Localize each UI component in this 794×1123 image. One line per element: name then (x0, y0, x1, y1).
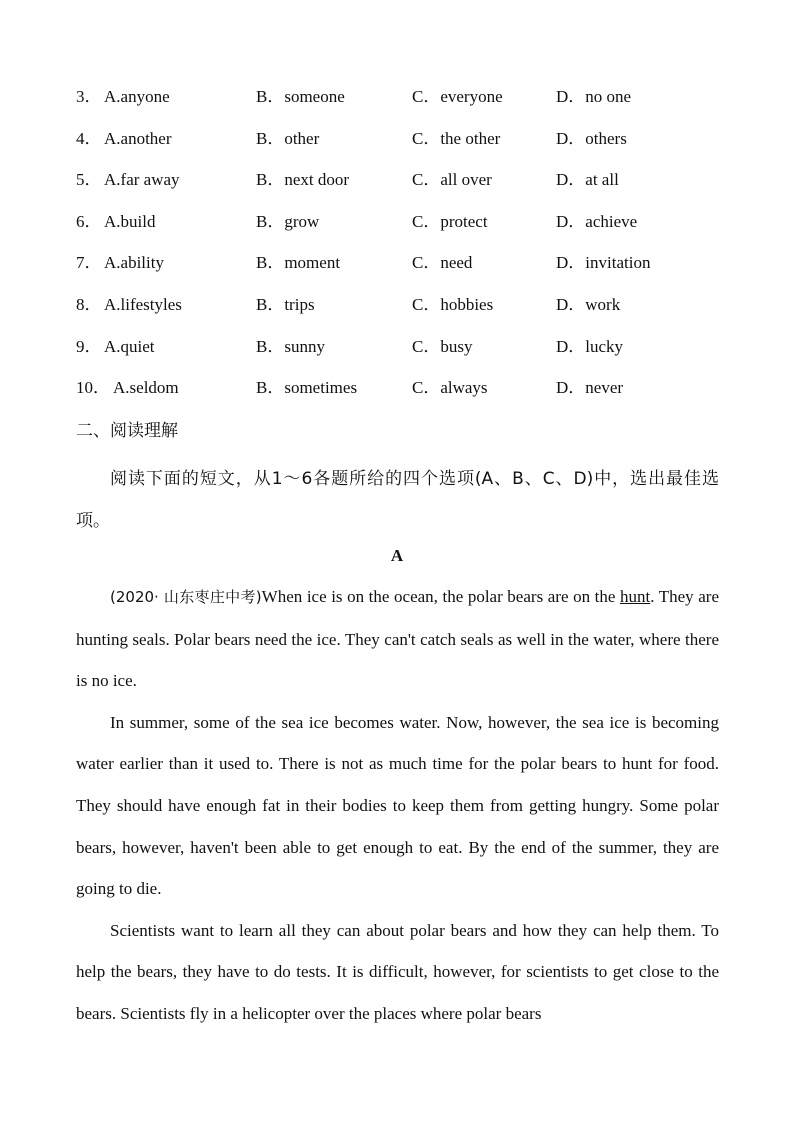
option-c: C．need (412, 253, 473, 273)
question-number: 4． (76, 128, 102, 148)
option-a: A.another (104, 128, 172, 148)
option-c: C．protect (412, 211, 488, 231)
question-row (76, 292, 736, 334)
option-b: B．someone (256, 87, 345, 106)
question-number: 3． (76, 87, 102, 106)
option-d: D．lucky (556, 336, 624, 356)
passage-source: (2020· 山东枣庄中考) (110, 588, 262, 606)
question-number: 8． (76, 294, 102, 314)
passage-paragraph (76, 576, 719, 702)
option-a: A.ability (104, 253, 164, 273)
question-row (76, 126, 736, 168)
underlined-word: hunt (619, 587, 651, 606)
option-d: D．work (556, 294, 621, 314)
option-d: D．invitation (556, 253, 651, 273)
option-d: D．others (556, 128, 627, 148)
passage-paragraph: In summer, some of the sea ice becomes water. Now, however, the sea ice is becoming water earlier than it used to. There is not as much time for the polar bears to hunt for food. They should have enough fat in their bodies to keep them from getting hungry. Some polar bears, however, haven't been able to get enough to eat. By the end of the summer, they are going to die. (76, 712, 719, 899)
passage-paragraph: Scientists want to learn all they can about polar bears and how they can help them. To help the bears, they have to do tests. It is difficult, however, for scientists to get close to the bears. Scientists fly in a helicopter over the places where polar bears (76, 920, 719, 1023)
option-b: B．next door (256, 170, 350, 190)
option-d: D．at all (556, 170, 619, 190)
option-a: A.anyone (104, 87, 170, 106)
option-c: C．everyone (412, 87, 503, 106)
option-a: A.quiet (104, 336, 155, 356)
option-b: B．sunny (256, 336, 325, 356)
option-c: C．always (412, 378, 488, 398)
question-number: 9． (76, 336, 102, 356)
option-b: B．moment (256, 253, 341, 273)
section-title: 二、阅读理解 (76, 421, 178, 441)
question-number: 10． (76, 378, 110, 398)
option-b: B．sometimes (256, 378, 358, 398)
paragraph-text: . They are hunting seals. Polar bears need the ice. They can't catch seals as well in the water, where there is no ice. (76, 587, 719, 691)
option-d: D．achieve (556, 211, 638, 231)
question-row (76, 250, 736, 292)
question-row (76, 375, 736, 417)
option-c: C．hobbies (412, 294, 494, 314)
passage-label: A (390, 546, 404, 565)
paragraph-text: When ice is on the ocean, the polar bears are on the (261, 587, 620, 606)
option-a: A.far away (104, 170, 180, 190)
option-d: D．no one (556, 87, 632, 106)
option-c: C．all over (412, 170, 492, 190)
option-b: B．trips (256, 294, 315, 314)
passage-body (76, 576, 719, 1035)
option-b: B．grow (256, 211, 320, 231)
option-a: A.lifestyles (104, 294, 182, 314)
option-a: A.seldom (113, 378, 179, 398)
option-c: C．busy (412, 336, 473, 356)
option-b: B．other (256, 128, 320, 148)
question-number: 7． (76, 253, 102, 273)
option-c: C．the other (412, 128, 501, 148)
options-list (76, 84, 736, 417)
option-a: A.build (104, 211, 156, 231)
question-row (76, 334, 736, 376)
option-d: D．never (556, 378, 624, 398)
question-number: 5． (76, 170, 102, 190)
question-row (76, 84, 736, 126)
section-instructions: 阅读下面的短文，从1～6各题所给的四个选项(A、B、C、D)中，选出最佳选项。 (76, 469, 719, 531)
question-row (76, 167, 736, 209)
question-row (76, 209, 736, 251)
question-number: 6． (76, 211, 102, 231)
